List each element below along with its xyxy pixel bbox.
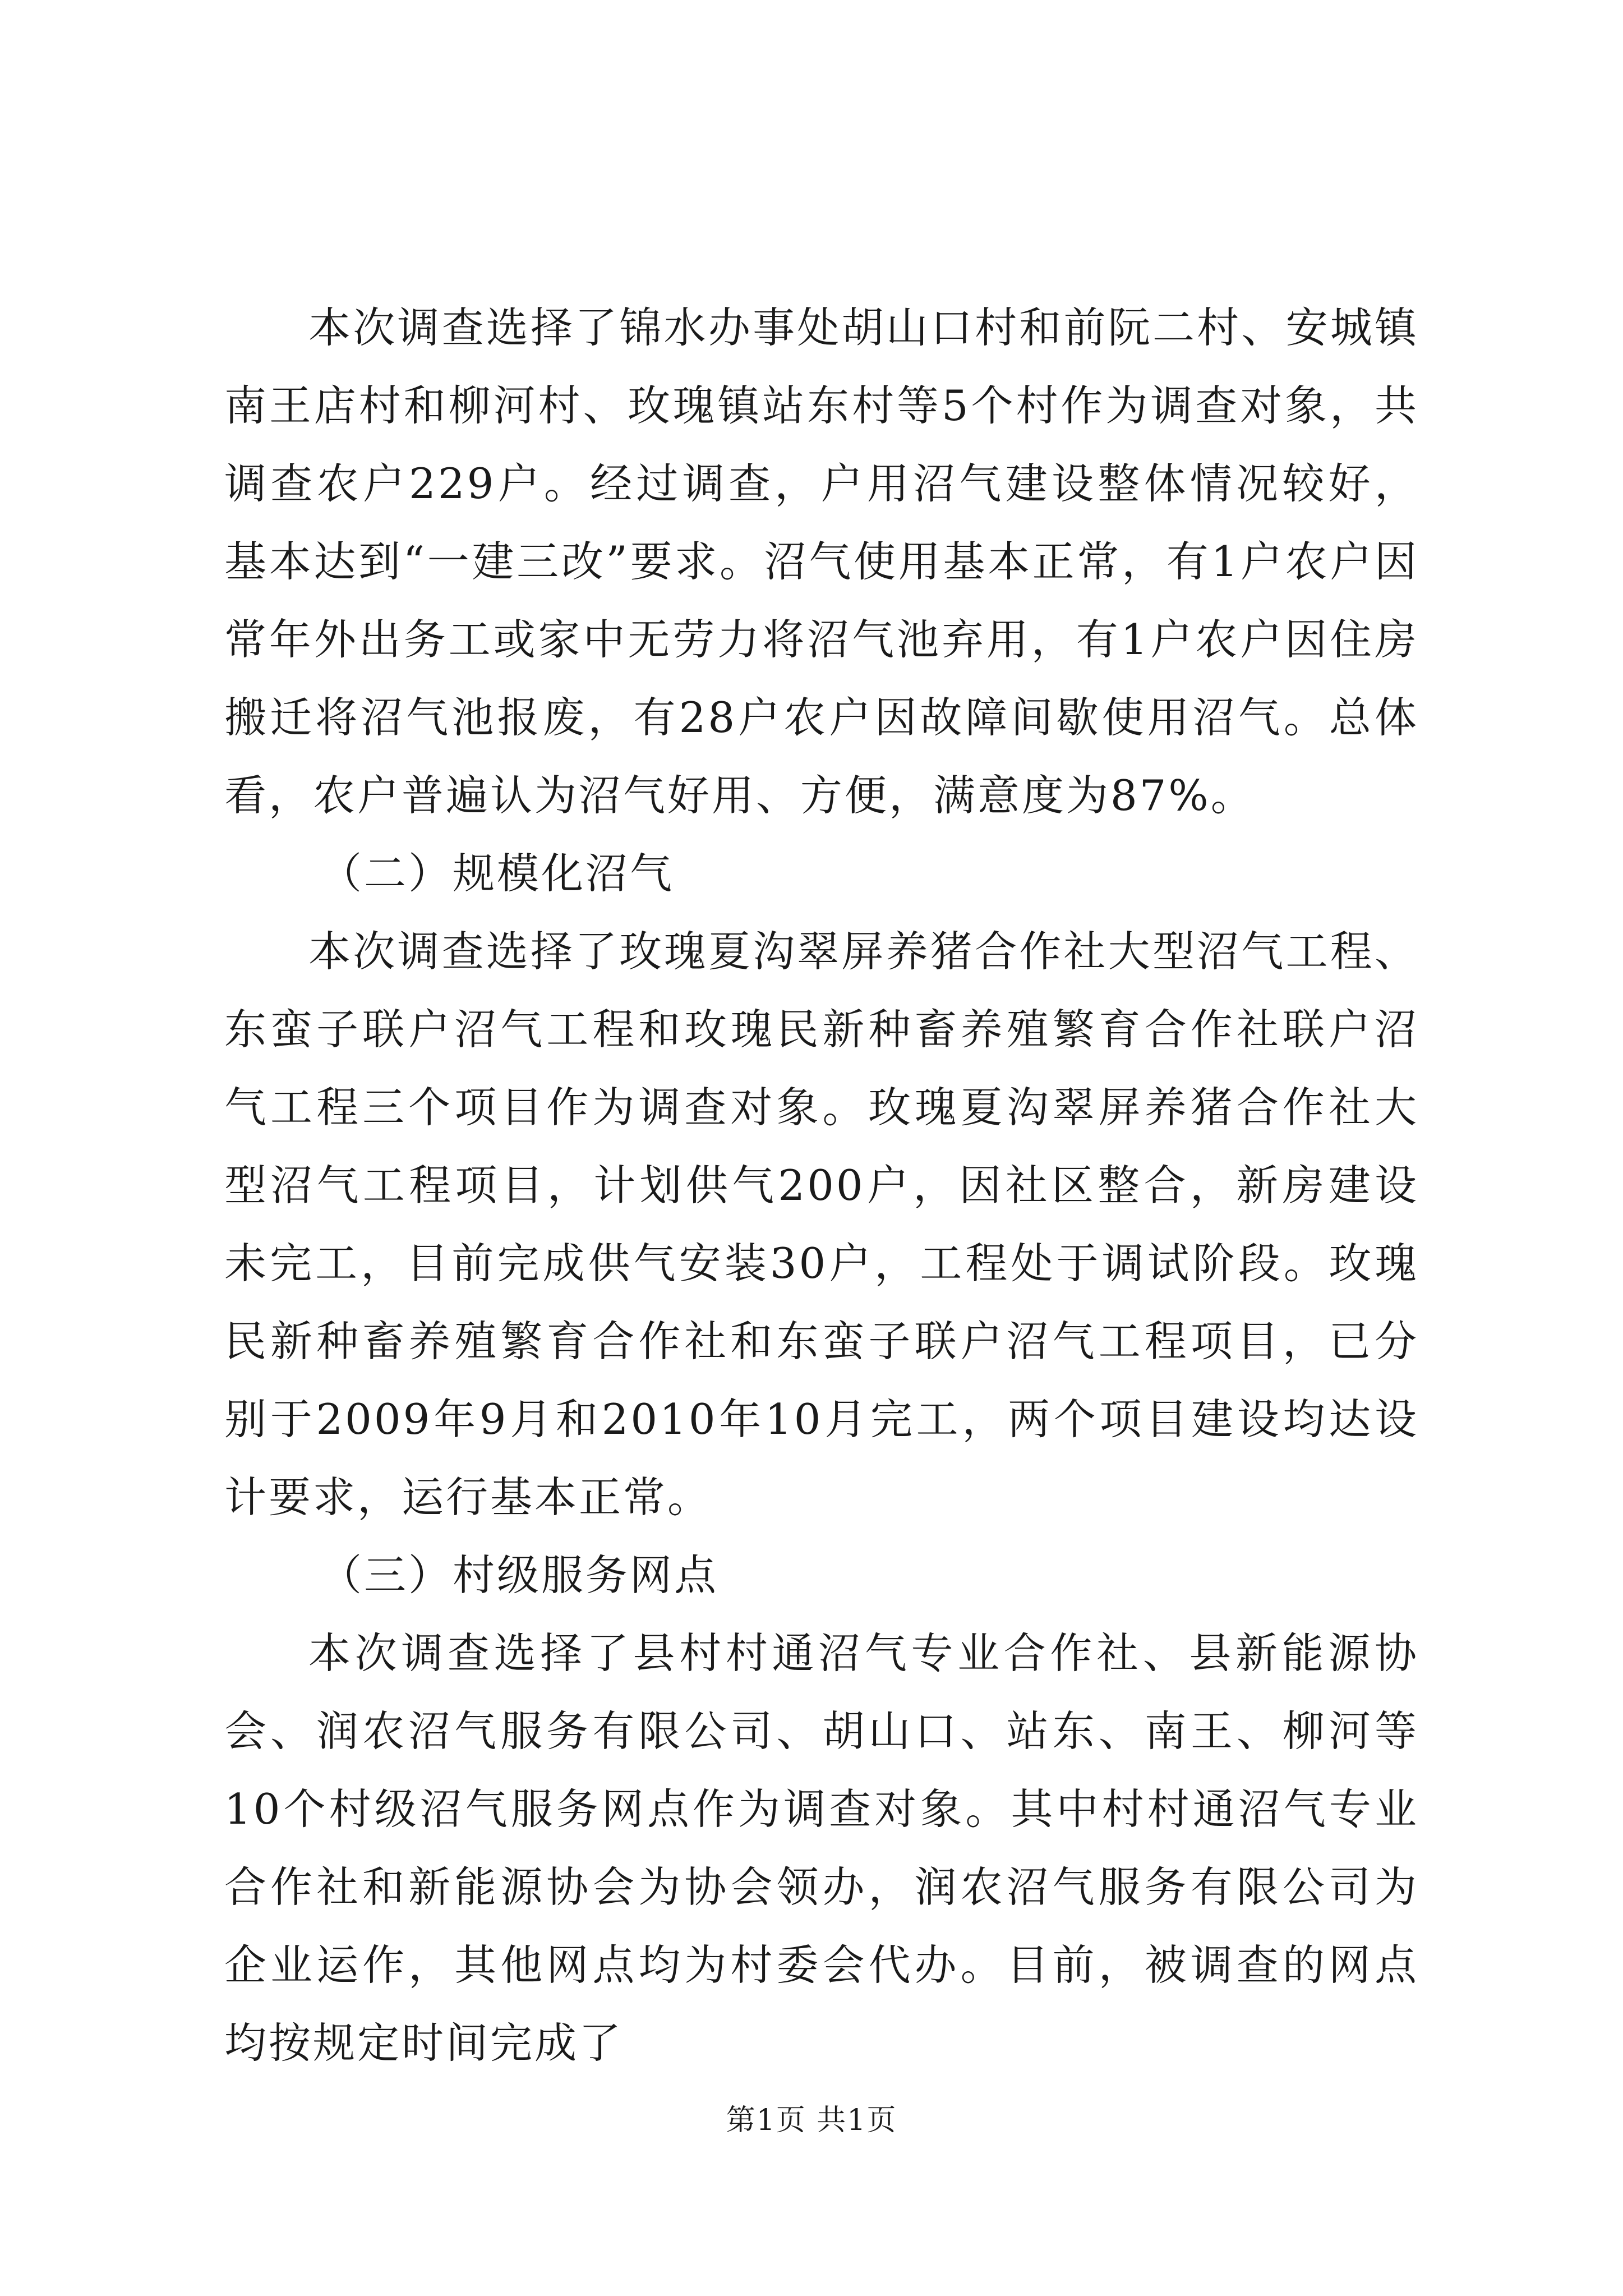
section-heading-scale-biogas: （二）规模化沼气 — [320, 849, 675, 898]
paragraph-scale-biogas: 本次调查选择了玫瑰夏沟翠屏养猪合作社大型沼气工程、东蛮子联户沼气工程和玫瑰民新种畜养殖繁育合作社联户沼气工程三个项目作为调查对象。玫瑰夏沟翠屏养猪合作社大型沼气工程项目，计划供气200户，因社区整合，新房建设未完工，目前完成供气安装30户，工程处于调试阶段。玫瑰民新种畜养殖繁育合作社和东蛮子联户沼气工程项目，已分别于2009年9月和2010年10月完工，两个项目建设均达设计要求，运行基本正常。 — [224, 927, 1419, 1522]
page-footer — [0, 2101, 1623, 2140]
section-heading-village-service: （三）村级服务网点 — [320, 1550, 719, 1600]
page-number-label: 第1页 共1页 — [726, 2104, 897, 2137]
paragraph-village-service: 本次调查选择了县村村通沼气专业合作社、县新能源协会、润农沼气服务有限公司、胡山口、站东、南王、柳河等10个村级沼气服务网点作为调查对象。其中村村通沼气专业合作社和新能源协会为协会领办，润农沼气服务有限公司为企业运作，其他网点均为村委会代办。目前，被调查的网点均按规定时间完成了 — [224, 1628, 1419, 2068]
document-body — [224, 289, 1419, 2082]
paragraph-household-biogas: 本次调查选择了锦水办事处胡山口村和前阮二村、安城镇南王店村和柳河村、玫瑰镇站东村等5个村作为调查对象，共调查农户229户。经过调查，户用沼气建设整体情况较好，基本达到“一建三改”要求。沼气使用基本正常，有1户农户因常年外出务工或家中无劳力将沼气池弃用，有1户农户因住房搬迁将沼气池报废，有28户农户因故障间歇使用沼气。总体看，农户普遍认为沼气好用、方便，满意度为87%。 — [224, 303, 1419, 820]
